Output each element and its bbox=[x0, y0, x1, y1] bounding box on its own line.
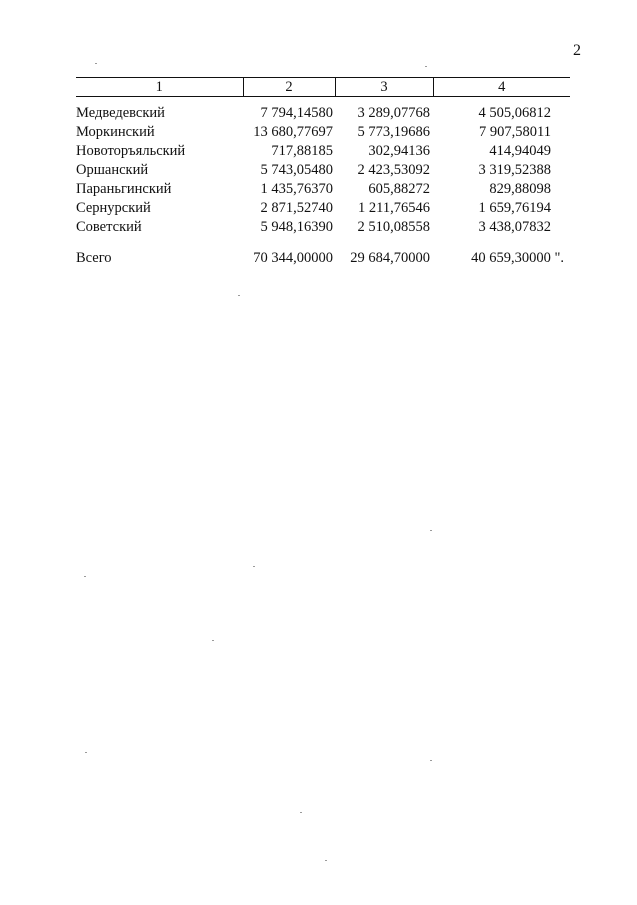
district-name: Новоторъяльский bbox=[76, 143, 186, 159]
scan-speck bbox=[430, 760, 432, 761]
table-row bbox=[76, 141, 570, 160]
budget-table-container bbox=[76, 77, 570, 267]
scan-speck bbox=[95, 63, 97, 64]
value-col-4: 3 438,07832 bbox=[478, 219, 551, 235]
budget-table bbox=[76, 77, 570, 267]
table-row bbox=[76, 160, 570, 179]
district-name: Советский bbox=[76, 219, 142, 235]
value-col-2: 2 871,52740 bbox=[260, 200, 333, 216]
header-row bbox=[76, 78, 570, 97]
value-col-2: 717,88185 bbox=[271, 143, 333, 159]
scan-speck bbox=[300, 812, 302, 813]
value-col-4: 3 319,52388 bbox=[478, 162, 551, 178]
value-col-4: 1 659,76194 bbox=[478, 200, 551, 216]
total-col-4: 40 659,30000 ". bbox=[471, 250, 564, 266]
value-col-3: 1 211,76546 bbox=[358, 200, 430, 216]
table-row bbox=[76, 217, 570, 236]
total-col-2: 70 344,00000 bbox=[253, 250, 333, 266]
value-col-2: 13 680,77697 bbox=[253, 124, 333, 140]
table-row bbox=[76, 122, 570, 141]
table-row bbox=[76, 97, 570, 123]
value-col-3: 5 773,19686 bbox=[357, 124, 430, 140]
page-number: 2 bbox=[573, 42, 581, 59]
district-name: Оршанский bbox=[76, 162, 149, 178]
value-col-3: 605,88272 bbox=[368, 181, 430, 197]
scan-speck bbox=[212, 640, 214, 641]
value-col-2: 5 743,05480 bbox=[260, 162, 333, 178]
table-body bbox=[76, 97, 570, 268]
scan-speck bbox=[430, 530, 432, 531]
value-col-4: 4 505,06812 bbox=[478, 105, 551, 121]
column-header-2: 2 bbox=[243, 78, 335, 97]
scan-speck bbox=[85, 752, 87, 753]
total-label: Всего bbox=[76, 250, 112, 266]
scan-speck bbox=[325, 860, 327, 861]
scan-speck bbox=[253, 566, 255, 567]
value-col-3: 2 510,08558 bbox=[357, 219, 430, 235]
scan-speck bbox=[238, 295, 240, 296]
district-name: Моркинский bbox=[76, 124, 155, 140]
value-col-4: 414,94049 bbox=[489, 143, 551, 159]
total-row bbox=[76, 236, 570, 267]
value-col-2: 7 794,14580 bbox=[260, 105, 333, 121]
value-col-2: 5 948,16390 bbox=[260, 219, 333, 235]
column-header-3: 3 bbox=[335, 78, 433, 97]
district-name: Параньгинский bbox=[76, 181, 172, 197]
value-col-2: 1 435,76370 bbox=[260, 181, 333, 197]
value-col-3: 2 423,53092 bbox=[357, 162, 430, 178]
value-col-4: 829,88098 bbox=[489, 181, 551, 197]
total-col-3: 29 684,70000 bbox=[350, 250, 430, 266]
table-header bbox=[76, 78, 570, 97]
scan-speck bbox=[425, 66, 427, 67]
column-header-4: 4 bbox=[433, 78, 570, 97]
district-name: Сернурский bbox=[76, 200, 151, 216]
scan-speck bbox=[84, 576, 86, 577]
value-col-3: 302,94136 bbox=[368, 143, 430, 159]
value-col-3: 3 289,07768 bbox=[357, 105, 430, 121]
value-col-4: 7 907,58011 bbox=[479, 124, 551, 140]
table-row bbox=[76, 179, 570, 198]
table-row bbox=[76, 198, 570, 217]
column-header-1: 1 bbox=[76, 78, 243, 97]
district-name: Медведевский bbox=[76, 105, 165, 121]
